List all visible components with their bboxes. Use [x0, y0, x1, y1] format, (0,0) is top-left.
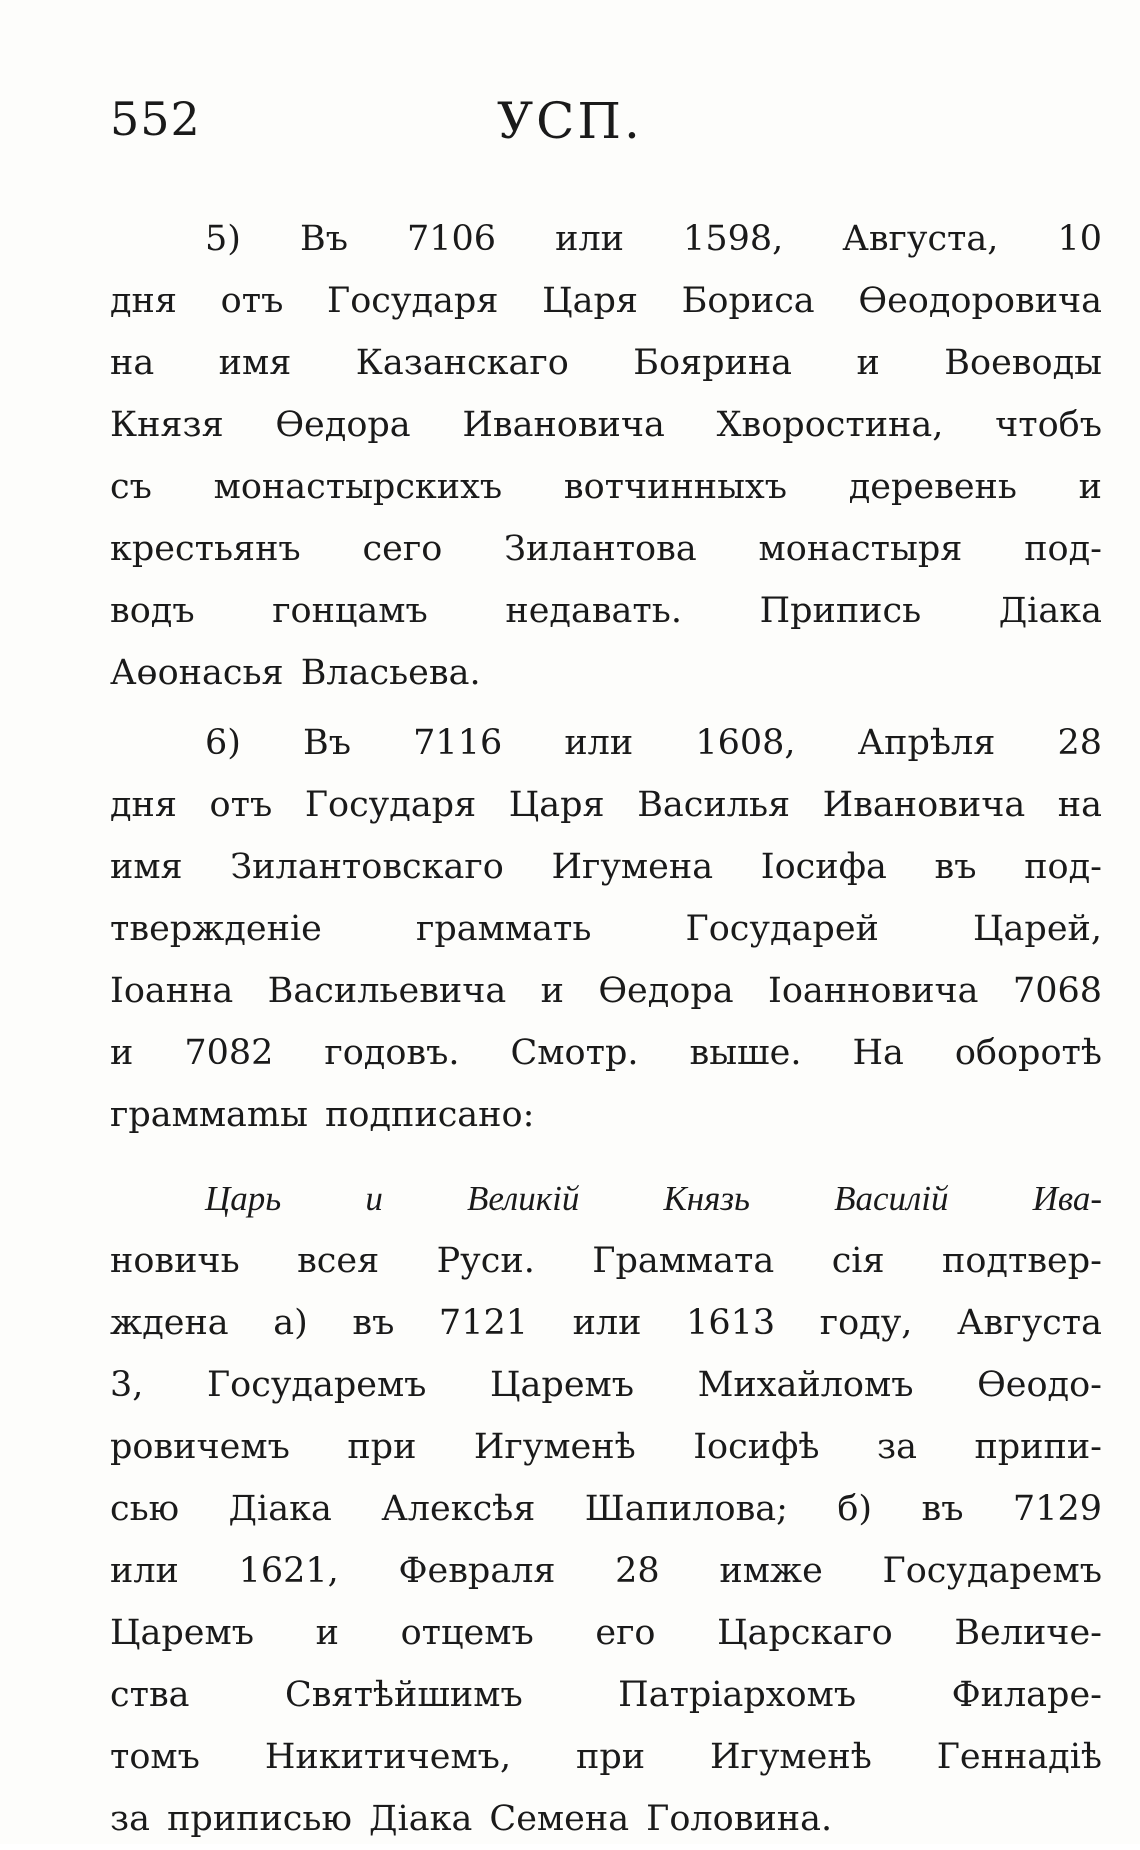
text-line: водъ гонцамъ недавать. Припись Діака	[110, 591, 1102, 631]
running-head: УСП.	[497, 92, 643, 150]
text-line: 3, Государемъ Царемъ Михайломъ Өеодо-	[110, 1365, 1102, 1405]
text-line: твержденіе граммать Государей Царей,	[110, 909, 1102, 949]
text-line: на имя Казанскаго Боярина и Воеводы	[110, 343, 1102, 383]
text-line: граммаmы подписано:	[110, 1095, 535, 1135]
text-line: съ монастырскихъ вотчинныхъ деревень и	[110, 467, 1102, 507]
text-line: ства Святѣйшимъ Патріархомъ Филаре-	[110, 1675, 1102, 1715]
text-line: за приписью Діака Семена Головина.	[110, 1799, 833, 1839]
text-line: Царь и Великій Князь Василій Ива-	[205, 1179, 1102, 1218]
page-number: 552	[110, 92, 201, 146]
text-line: новичь всея Руси. Граммата сія подтвер-	[110, 1241, 1102, 1281]
text-line: ждена а) въ 7121 или 1613 году, Августа	[110, 1303, 1102, 1343]
text-line: крестьянъ сего Зилантова монастыря под-	[110, 529, 1102, 569]
paragraph-inscription	[110, 1168, 1102, 1850]
text-line: томъ Никитичемъ, при Игуменѣ Геннадіѣ	[110, 1737, 1102, 1777]
text-line: имя Зилантовскаго Игумена Іосифа въ под-	[110, 847, 1102, 887]
paragraph-6	[110, 712, 1102, 1146]
text-line: дня отъ Государя Царя Василья Ивановича на	[110, 785, 1102, 825]
text-line: Царемъ и отцемъ его Царскаго Величе-	[110, 1613, 1102, 1653]
text-line: Іоанна Васильевича и Өедора Іоанновича 7068	[110, 971, 1102, 1011]
text-line: дня отъ Государя Царя Бориса Өеодоровича	[110, 281, 1102, 321]
text-line: или 1621, Февраля 28 имже Государемъ	[110, 1551, 1102, 1591]
text-line: 6) Въ 7116 или 1608, Апрѣля 28	[205, 723, 1102, 763]
text-line: и 7082 годовъ. Смотр. выше. На оборотѣ	[110, 1033, 1102, 1073]
text-line: сью Діака Алексѣя Шапилова; б) въ 7129	[110, 1489, 1102, 1529]
page-header	[110, 92, 1030, 162]
text-line: ровичемъ при Игуменѣ Іосифѣ за припи-	[110, 1427, 1102, 1467]
text-line: Аөонасья Власьева.	[110, 653, 481, 693]
text-line: Князя Өедора Ивановича Хворостина, чтобъ	[110, 405, 1102, 445]
paragraph-5	[110, 208, 1102, 704]
text-line: 5) Въ 7106 или 1598, Августа, 10	[205, 219, 1102, 259]
